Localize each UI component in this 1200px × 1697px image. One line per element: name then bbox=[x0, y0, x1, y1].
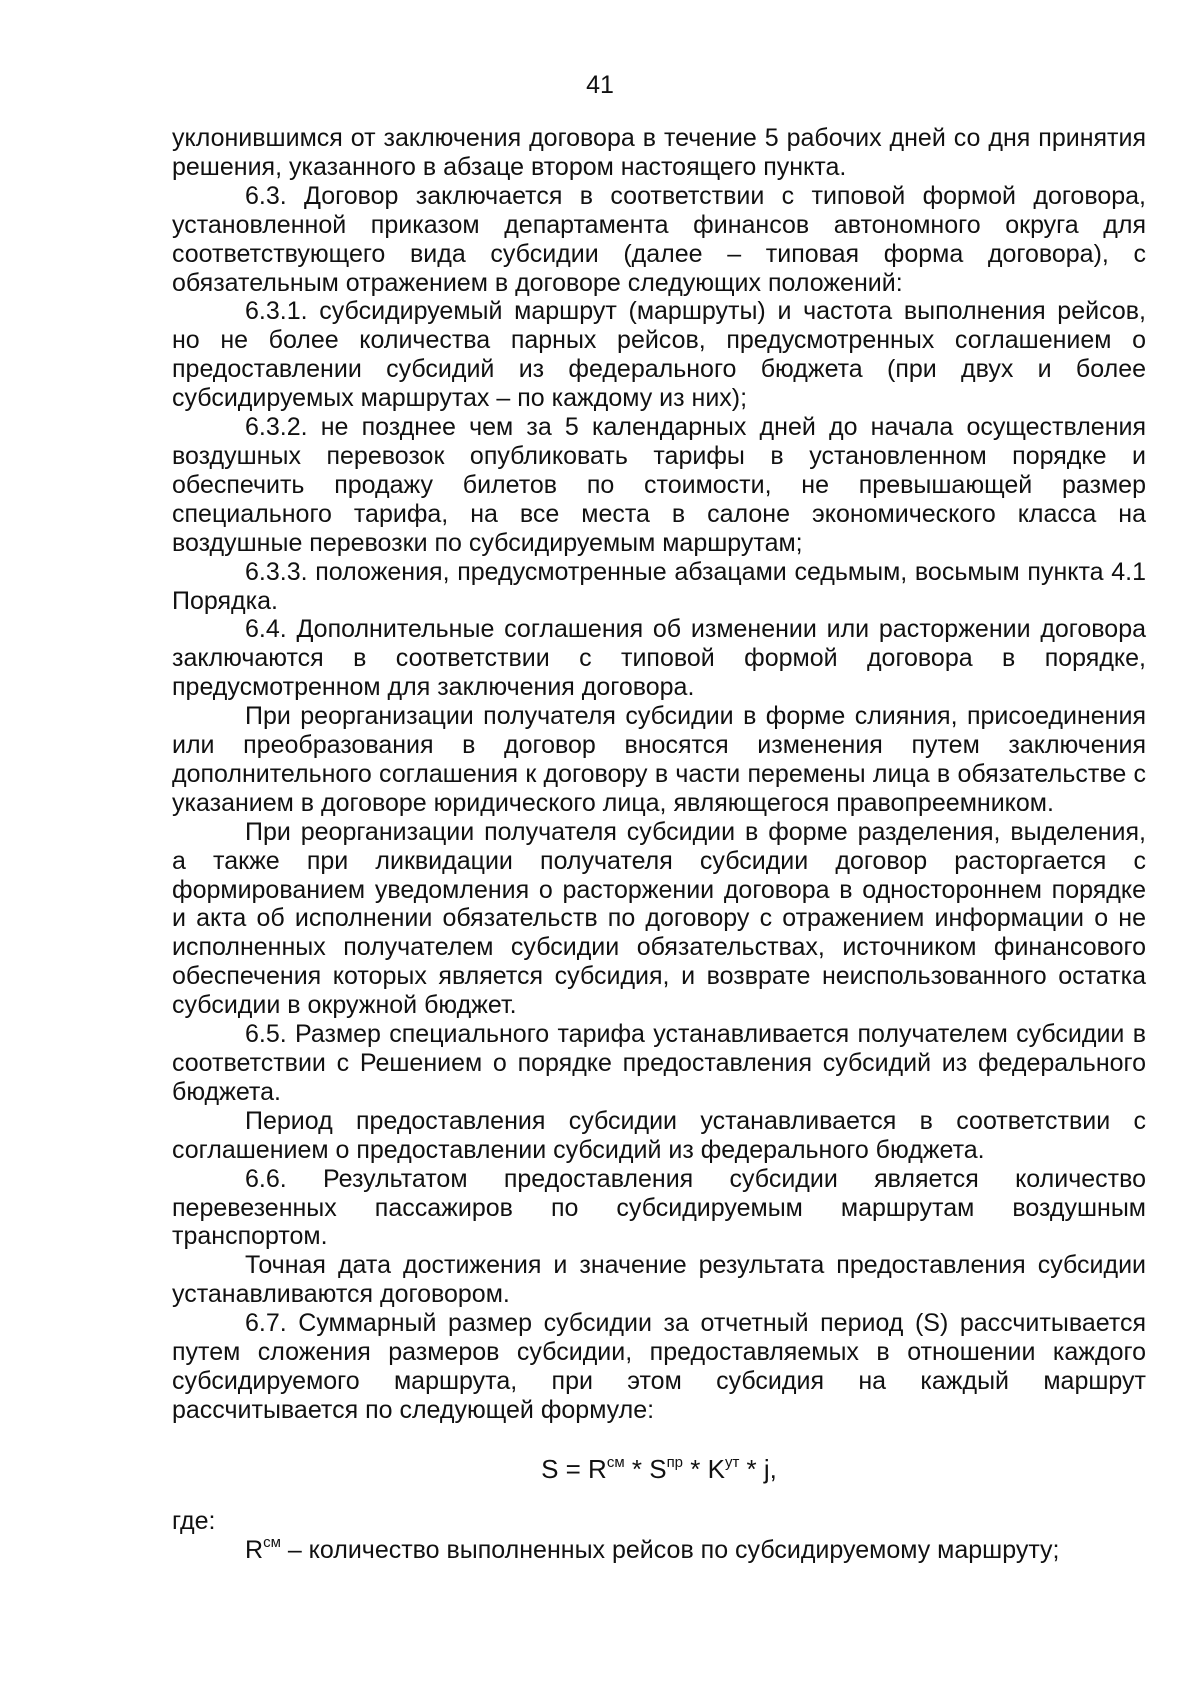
paragraph: 6.3. Договор заключается в соответствии с типовой формой договора, установленной приказом департамента финансов автономного округа для соответствующего вида субсидии (далее – типовая форма договора), с обязательным отражением в договоре следующих положений: bbox=[172, 181, 1146, 297]
formula-sup-kut: ут bbox=[724, 1453, 740, 1471]
definition-sup: см bbox=[263, 1533, 281, 1551]
where-label: где: bbox=[172, 1506, 216, 1535]
paragraph-list bbox=[172, 124, 1146, 1425]
paragraph: При реорганизации получателя субсидии в форме слияния, присоединения или преобразования в договор вносятся изменения путем заключения дополнительного соглашения к договору в части перемены лица в обязательстве с указанием в договоре юридического лица, являющегося правопреемником. bbox=[172, 702, 1146, 817]
formula-sup-spr: пр bbox=[666, 1453, 684, 1471]
paragraph: 6.7. Суммарный размер субсидии за отчетный период (S) рассчитывается путем сложения размеров субсидии, предоставляемых в отношении каждого субсидируемого маршрута, при этом субсидия на каждый маршрут рассчитывается по следующей формуле: bbox=[172, 1309, 1146, 1424]
paragraph: уклонившимся от заключения договора в течение 5 рабочих дней со дня принятия решения, указанного в абзаце втором настоящего пункта. bbox=[172, 124, 1146, 181]
definition-rsm bbox=[172, 1533, 1146, 1565]
formula-tail: * j, bbox=[739, 1453, 777, 1484]
paragraph: 6.3.3. положения, предусмотренные абзацами седьмым, восьмым пункта 4.1 Порядка. bbox=[172, 557, 1146, 615]
formula-op2: * K bbox=[683, 1453, 725, 1484]
paragraph: 6.3.1. субсидируемый маршрут (маршруты) и частота выполнения рейсов, но не более количества парных рейсов, предусмотренных соглашением о предоставлении субсидий из федерального бюджета (при двух и более субсидируемых маршрутах – по каждому из них); bbox=[172, 297, 1146, 413]
formula-lhs: S = R bbox=[541, 1453, 607, 1484]
subsidy-formula bbox=[172, 1453, 1146, 1485]
paragraph: 6.4. Дополнительные соглашения об изменении или расторжении договора заключаются в соответствии с типовой формой договора в порядке, предусмотренном для заключения договора. bbox=[172, 615, 1146, 702]
page-number: 41 bbox=[586, 71, 614, 99]
paragraph: 6.3.2. не позднее чем за 5 календарных дней до начала осуществления воздушных перевозок опубликовать тарифы в установленном порядке и обеспечить продажу билетов по стоимости, не превышающей размер специального тарифа, на все места в салоне экономического класса на воздушные перевозки по субсидируемым маршрутам; bbox=[172, 413, 1146, 557]
paragraph: При реорганизации получателя субсидии в форме разделения, выделения, а также при ликвидации получателя субсидии договор расторгается с формированием уведомления о расторжении договора в одностороннем порядке и акта об исполнении обязательств по договору с отражением информации о не исполненных получателем субсидии обязательствах, источником финансового обеспечения которых является субсидия, и возврате неиспользованного остатка субсидии в окружной бюджет. bbox=[172, 817, 1146, 1020]
formula-op1: * S bbox=[624, 1453, 667, 1484]
document-body bbox=[172, 124, 1146, 1565]
paragraph: Точная дата достижения и значение результата предоставления субсидии устанавливаются договором. bbox=[172, 1251, 1146, 1309]
formula-sup-rsm: см bbox=[606, 1453, 625, 1471]
paragraph: Период предоставления субсидии устанавливается в соответствии с соглашением о предоставлении субсидий из федерального бюджета. bbox=[172, 1106, 1146, 1164]
paragraph: 6.6. Результатом предоставления субсидии является количество перевезенных пассажиров по субсидируемым маршрутам воздушным транспортом. bbox=[172, 1164, 1146, 1251]
paragraph: 6.5. Размер специального тарифа устанавливается получателем субсидии в соответствии с Решением о порядке предоставления субсидий из федерального бюджета. bbox=[172, 1020, 1146, 1106]
definition-symbol: R bbox=[245, 1535, 264, 1564]
definition-text: – количество выполненных рейсов по субсидируемому маршруту; bbox=[280, 1535, 1060, 1564]
